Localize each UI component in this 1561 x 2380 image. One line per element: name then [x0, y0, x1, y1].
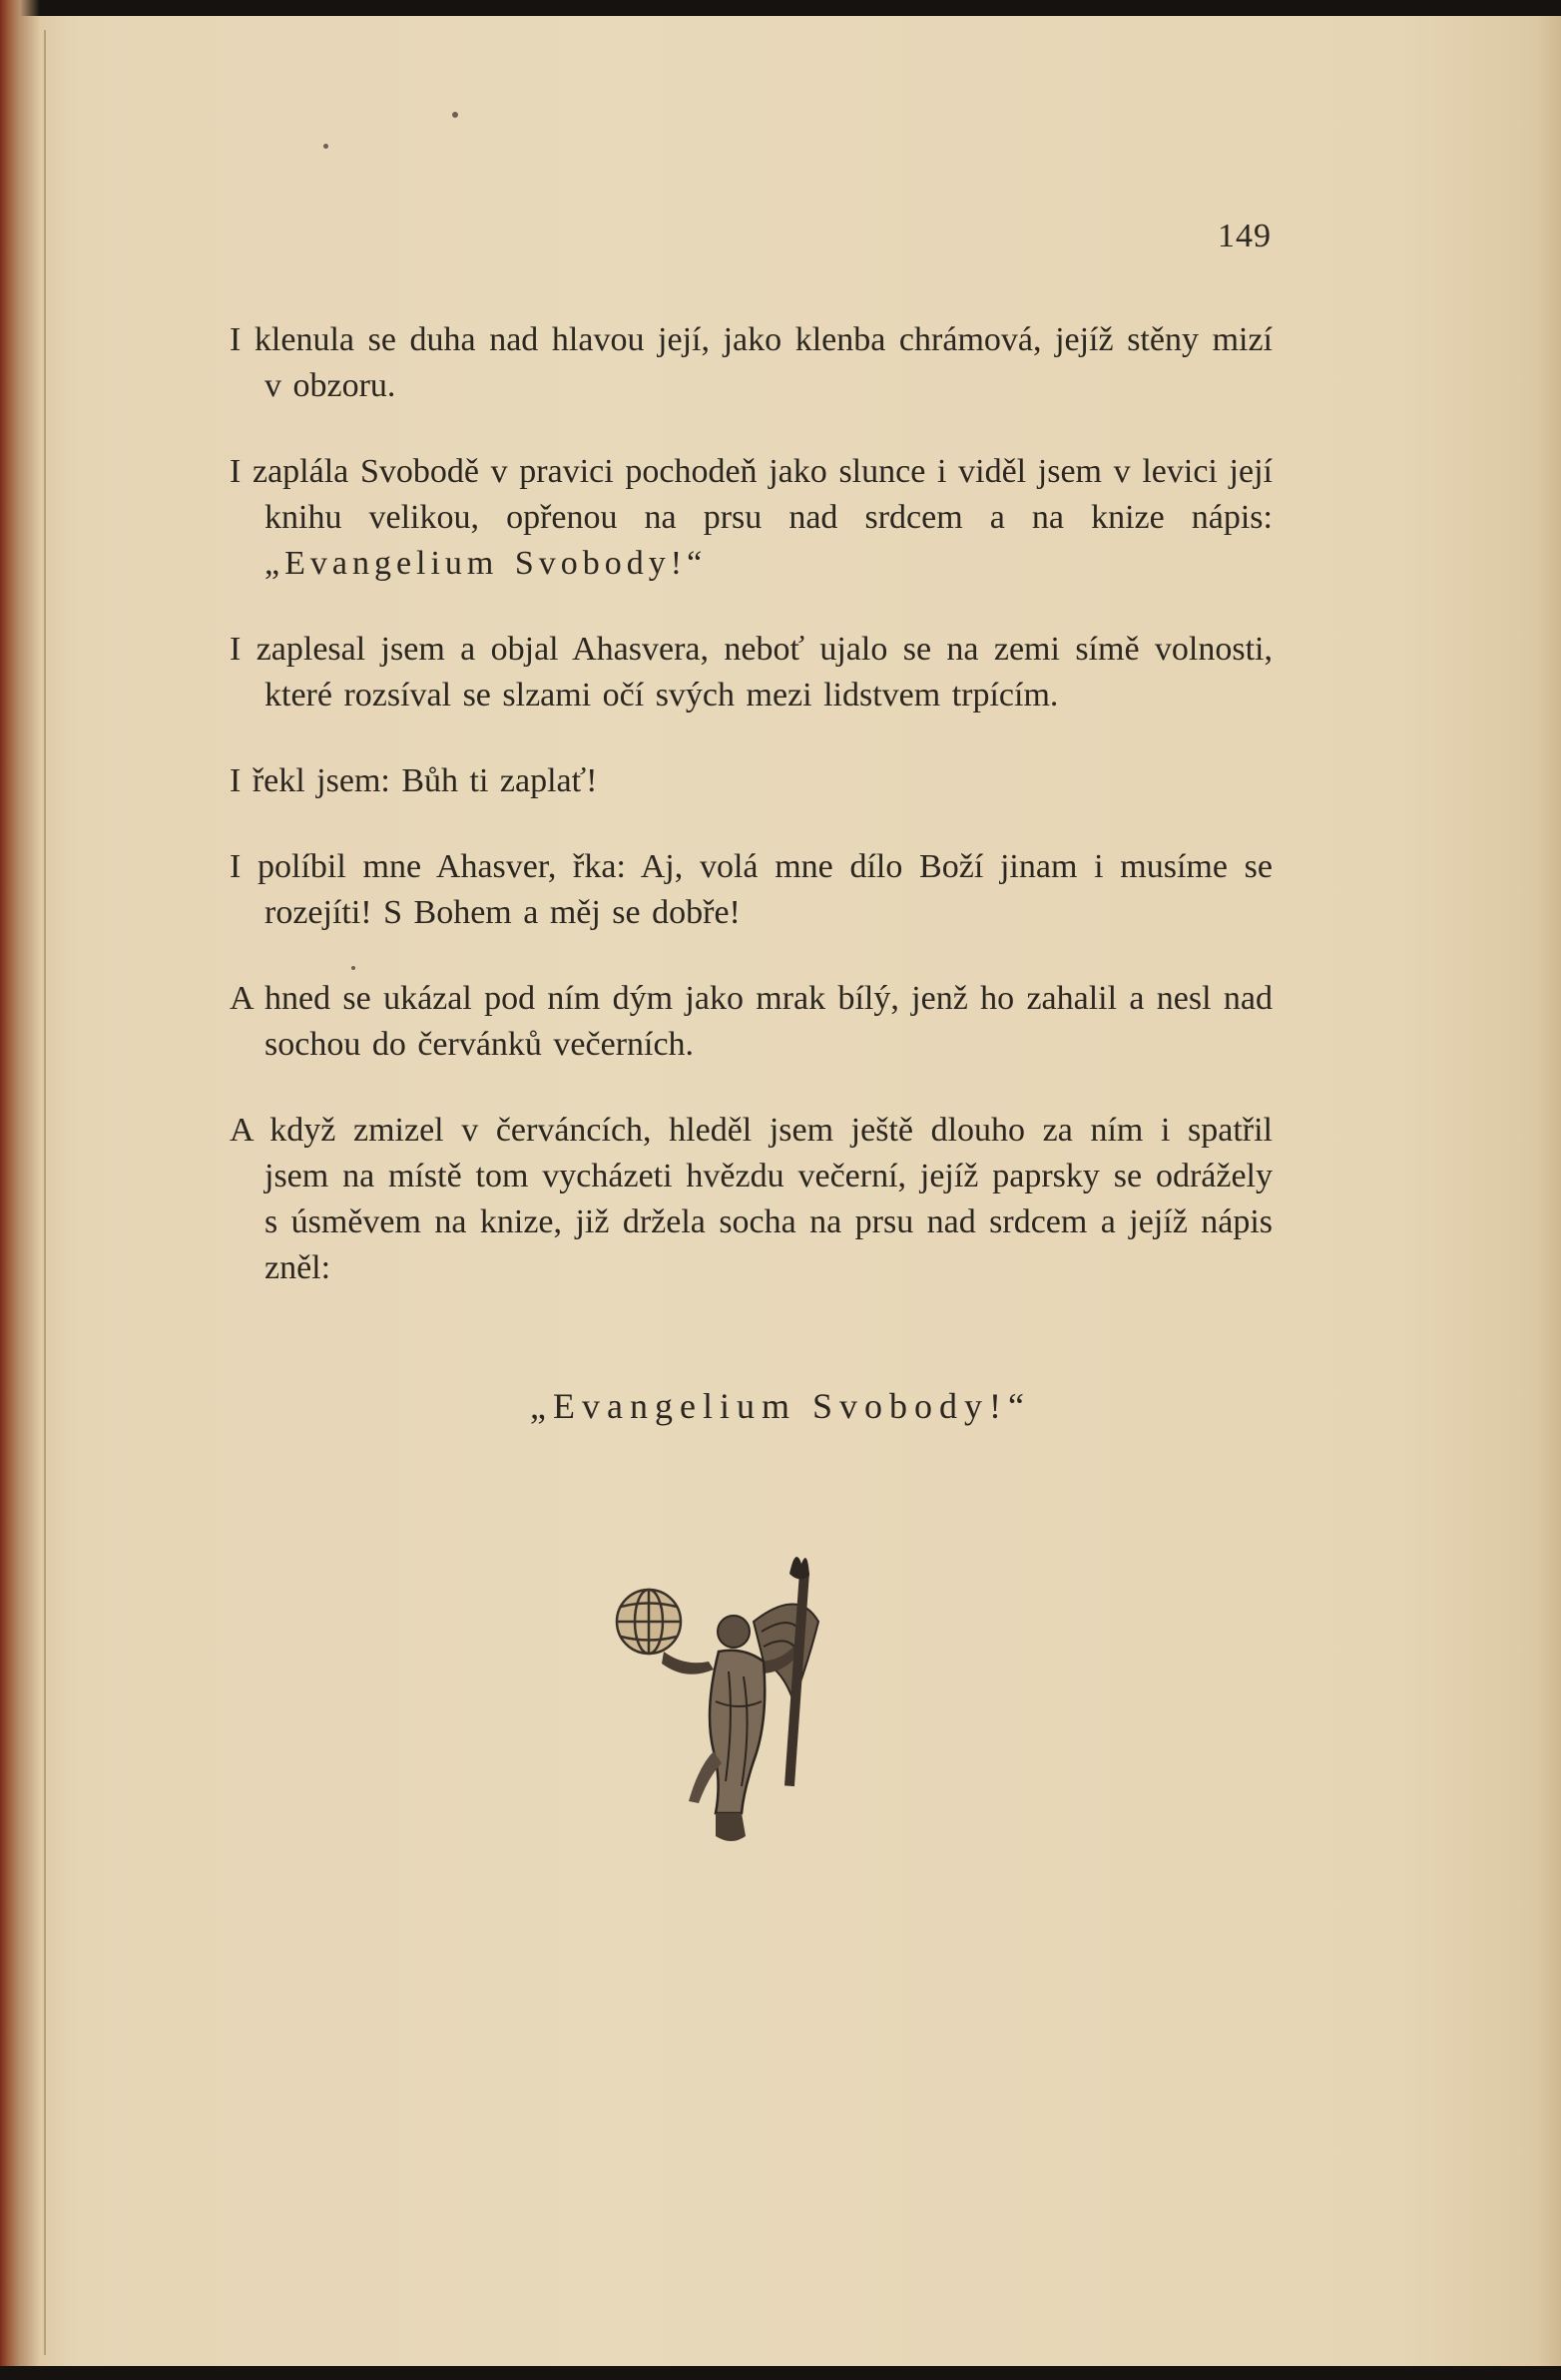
- closing-inscription: „Evangelium Svobody!“: [530, 1386, 1031, 1426]
- paragraph: [230, 449, 1273, 587]
- paragraph: A hned se ukázal pod ním dým jako mrak bílý, jenž ho zahalil a nesl nad sochou do červánků večerních.: [230, 980, 1273, 1063]
- paragraph: A když zmizel v červáncích, hleděl jsem ještě dlouho za ním i spatřil jsem na místě tom vycházeti hvězdu večerní, jejíž paprsky se odrážely s úsměvem na knize, již držela socha na prsu nad srdcem a jejíž nápis zněl:: [230, 1112, 1273, 1286]
- book-spine-edge: [0, 0, 40, 2380]
- paragraph: I klenula se duha nad hlavou její, jako klenba chrámová, jejíž stěny mizí v obzoru.: [230, 321, 1273, 404]
- print-speck: [323, 144, 328, 149]
- scan-bottom-border: [0, 2366, 1561, 2380]
- scan-top-border: [0, 0, 1561, 16]
- page-number: 149: [1218, 218, 1272, 254]
- paragraph: I políbil mne Ahasver, řka: Aj, volá mne dílo Boží jinam i musíme se rozejíti! S Bohem a měj se dobře!: [230, 848, 1273, 931]
- print-speck: [452, 112, 458, 118]
- paragraph: I řekl jsem: Bůh ti zaplať!: [230, 762, 598, 799]
- angel-with-globe-and-torch-icon: [604, 1552, 903, 1851]
- paragraph-text: I zaplála Svobodě v pravici pochodeň jako slunce i viděl jsem v levici její knihu velikou, opřenou na prsu nad srdcem a na knize nápis:: [230, 453, 1273, 536]
- page-fold-line: [44, 30, 46, 2355]
- inline-inscription: „Evangelium Svobody!“: [264, 545, 708, 582]
- body-text: [230, 317, 1273, 1331]
- paragraph: I zaplesal jsem a objal Ahasvera, neboť ujalo se na zemi símě volnosti, které rozsíval se slzami očí svých mezi lidstvem trpícím.: [230, 631, 1273, 714]
